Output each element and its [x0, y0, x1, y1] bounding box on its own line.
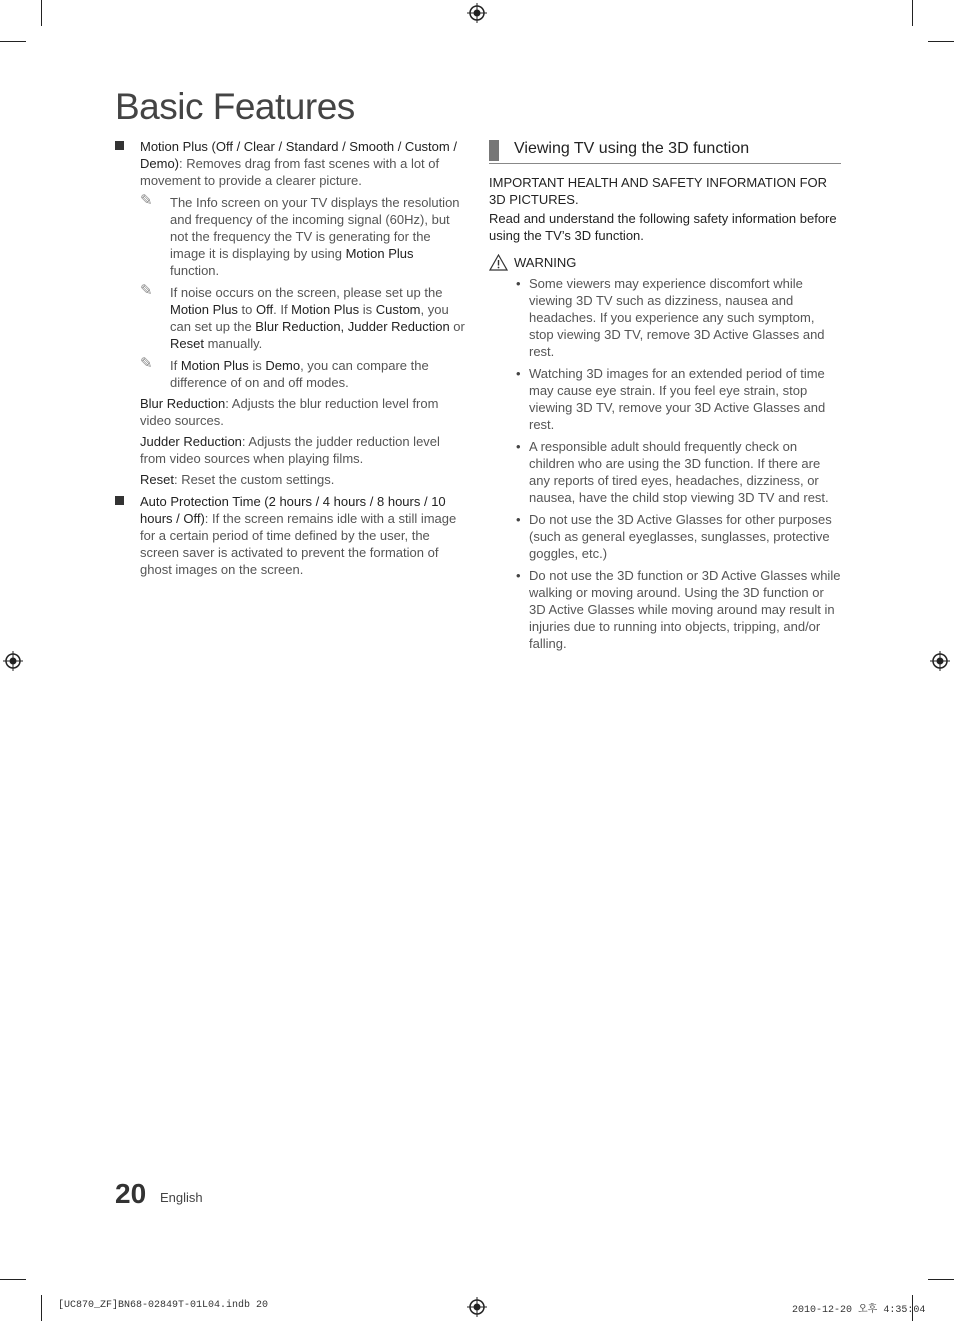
- blur-reduction: [115, 395, 465, 429]
- bullet-dot-icon: •: [516, 512, 521, 527]
- note-text: is: [248, 358, 266, 373]
- note-bold: Motion Plus: [291, 302, 360, 317]
- pencil-note-icon: ✎: [140, 192, 153, 209]
- footer-datetime: 2010-12-20 오후 4:35:04: [792, 1305, 926, 1316]
- note-text: function.: [170, 263, 220, 278]
- page-title: Basic Features: [115, 86, 355, 127]
- note-bold: Motion Plus: [180, 358, 249, 373]
- note-text: or: [449, 319, 465, 334]
- left-column: [115, 138, 465, 578]
- note-bold: Motion Plus: [345, 246, 414, 261]
- note-text: , you can compare the difference of on and off modes.: [170, 358, 429, 390]
- blur-label: Blur Reduction: [140, 396, 226, 411]
- warning-list-item: [489, 365, 841, 433]
- crop-mark: [41, 0, 42, 26]
- crop-mark: [912, 0, 913, 26]
- judder-desc: : Adjusts the judder reduction level from video sources when playing films.: [140, 434, 440, 466]
- note-bold: Demo: [265, 358, 301, 373]
- crop-mark: [928, 41, 954, 42]
- reset-label: Reset: [140, 472, 174, 487]
- auto-protection-label: Auto Protection Time (2 hours / 4 hours / 8 hours / 10 hours / Off): [140, 494, 446, 526]
- warning-list-item: [489, 275, 841, 360]
- section-heading: [489, 138, 841, 164]
- note-info-screen: [140, 194, 465, 279]
- menu-item-motion-plus: [115, 138, 465, 391]
- crop-mark: [0, 1279, 26, 1280]
- page-language: English: [160, 1190, 203, 1205]
- warning-item-text: Do not use the 3D Active Glasses for other purposes (such as general eyeglasses, sunglasses, protective goggles, etc.): [529, 512, 832, 561]
- heading-bar: [489, 140, 499, 161]
- crop-mark: [0, 41, 26, 42]
- blur-desc: : Adjusts the blur reduction level from video sources.: [140, 396, 439, 428]
- note-text: . If: [273, 302, 292, 317]
- warning-list: [489, 275, 841, 652]
- important-notice: IMPORTANT HEALTH AND SAFETY INFORMATION FOR 3D PICTURES.: [489, 175, 828, 207]
- note-bold: Motion Plus: [170, 302, 238, 317]
- warning-list-item: [489, 567, 841, 652]
- note-text: The Info screen on your TV displays the resolution and frequency of the incoming signal (60Hz), but not the frequency the TV is generating for the image it is displaying by using: [170, 195, 460, 261]
- note-text: to: [237, 302, 256, 317]
- motion-plus-desc: : Removes drag from fast scenes with a lot of movement to provide a clearer picture.: [140, 156, 440, 188]
- note-text: is: [359, 302, 376, 317]
- menu-item-auto-protection: [115, 493, 465, 578]
- reset: [115, 471, 465, 488]
- reset-desc: : Reset the custom settings.: [173, 472, 335, 487]
- warning-item-text: Some viewers may experience discomfort while viewing 3D TV such as dizziness, nausea and headaches. If you experience any such symptom, stop viewing 3D TV, remove 3D Active Glasses and rest.: [529, 276, 825, 359]
- motion-plus-label: Motion Plus (Off / Clear / Standard / Smooth / Custom / Demo): [140, 139, 457, 171]
- page-number: 20: [115, 1178, 147, 1209]
- warning-list-item: [489, 438, 841, 506]
- registration-mark-icon: [467, 3, 487, 23]
- note-demo: [140, 357, 465, 391]
- right-column: [489, 138, 841, 652]
- note-text: If noise occurs on the screen, please set up the: [170, 285, 443, 300]
- note-text: , you can set up the: [170, 302, 449, 334]
- bullet-dot-icon: •: [516, 276, 521, 291]
- judder-reduction: [115, 433, 465, 467]
- section-heading-text: Viewing TV using the 3D function: [514, 140, 750, 157]
- registration-mark-icon: [930, 651, 950, 671]
- warning-list-item: [489, 511, 841, 562]
- bullet-dot-icon: •: [516, 439, 521, 454]
- note-noise: [140, 284, 465, 352]
- read-notice: Read and understand the following safety information before using the TV’s 3D function.: [489, 211, 837, 243]
- note-bold: Blur Reduction, Judder Reduction: [255, 319, 450, 334]
- square-bullet-icon: [115, 496, 124, 505]
- note-bold: Off: [256, 302, 274, 317]
- registration-mark-icon: [3, 651, 23, 671]
- warning-label: WARNING: [514, 255, 577, 270]
- bullet-dot-icon: •: [516, 568, 521, 583]
- pencil-note-icon: ✎: [140, 282, 153, 299]
- note-text: If: [170, 358, 181, 373]
- warning-heading: [489, 254, 841, 271]
- warning-item-text: Watching 3D images for an extended period of time may cause eye strain. If you feel eye strain, stop viewing 3D TV, remove your 3D Active Glasses and rest.: [529, 366, 826, 432]
- registration-mark-icon: [467, 1297, 487, 1317]
- crop-mark: [41, 1295, 42, 1321]
- square-bullet-icon: [115, 141, 124, 150]
- warning-item-text: Do not use the 3D function or 3D Active Glasses while walking or moving around. Using the 3D function or 3D Active Glasses while moving around may result in injuries due to running into objects, tripping, and/or falling.: [529, 568, 841, 651]
- pencil-note-icon: ✎: [140, 355, 153, 372]
- note-bold: Reset: [170, 336, 204, 351]
- crop-mark: [928, 1279, 954, 1280]
- bullet-dot-icon: •: [516, 366, 521, 381]
- note-text: manually.: [203, 336, 263, 351]
- warning-triangle-icon: [489, 254, 508, 271]
- warning-item-text: A responsible adult should frequently check on children who are using the 3D function. If there are any reports of tired eyes, headaches, dizziness, or nausea, have the child stop viewing 3D TV and rest.: [529, 439, 829, 505]
- judder-label: Judder Reduction: [140, 434, 242, 449]
- auto-protection-desc: : If the screen remains idle with a still image for a certain period of time defined by the user, the screen saver is activated to prevent the formation of ghost images on the screen.: [140, 511, 457, 577]
- note-bold: Custom: [375, 302, 421, 317]
- footer-file: [UC870_ZF]BN68-02849T-01L04.indb 20: [58, 1300, 269, 1311]
